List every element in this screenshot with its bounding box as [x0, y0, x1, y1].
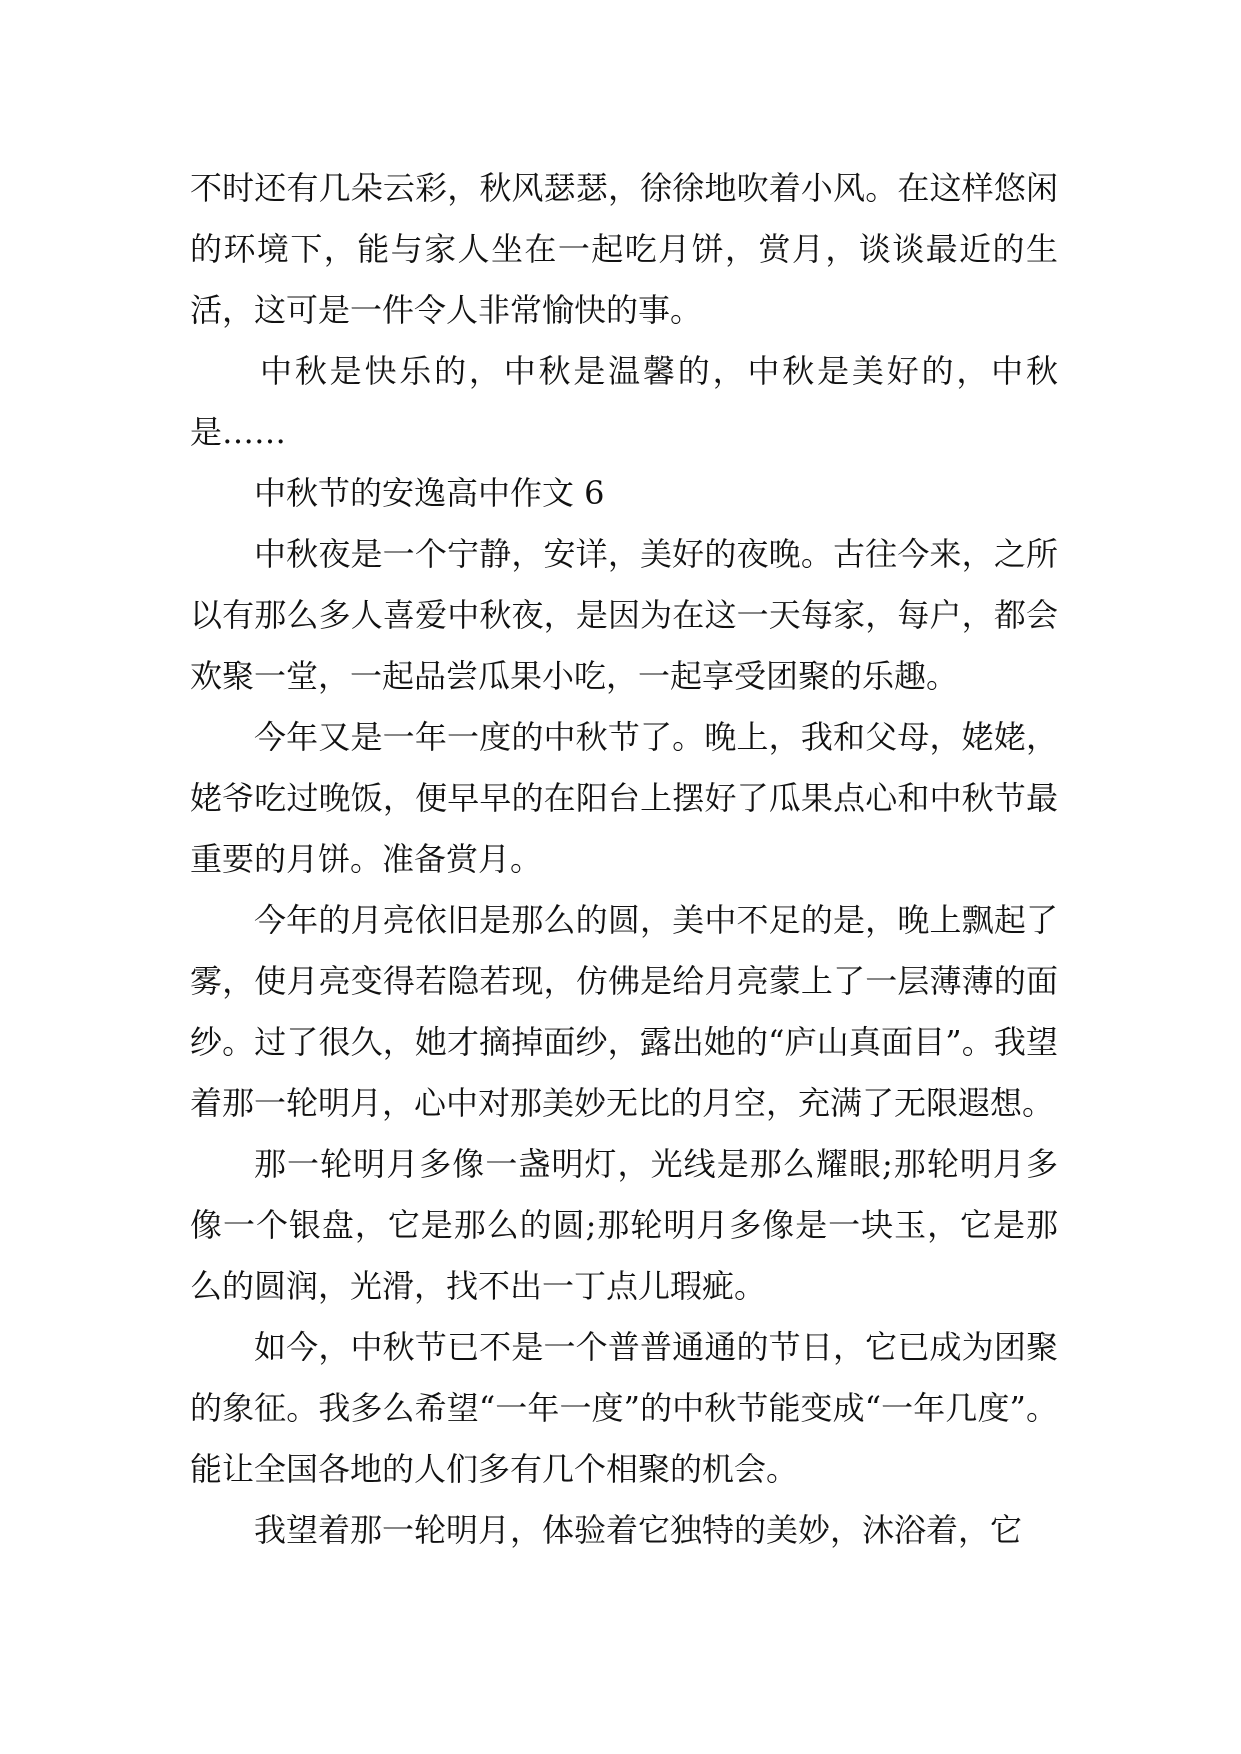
paragraph-3: 中秋夜是一个宁静，安详，美好的夜晚。古往今来，之所以有那么多人喜爱中秋夜，是因为在这一天每家，每户，都会欢聚一堂，一起品尝瓜果小吃，一起享受团聚的乐趣。 [190, 535, 1058, 695]
paragraph-2: 中秋是快乐的，中秋是温馨的，中秋是美好的，中秋是…… [190, 352, 1058, 451]
document-body [190, 158, 1058, 1561]
paragraph-6: 那一轮明月多像一盏明灯，光线是那么耀眼;那轮明月多像一个银盘，它是那么的圆;那轮明月多像是一块玉，它是那么的圆润，光滑，找不出一丁点儿瑕疵。 [190, 1145, 1058, 1305]
paragraph-8: 我望着那一轮明月，体验着它独特的美妙，沐浴着，它 [254, 1511, 1023, 1549]
paragraph-4: 今年又是一年一度的中秋节了。晚上，我和父母，姥姥，姥爷吃过晚饭，便早早的在阳台上摆好了瓜果点心和中秋节最重要的月饼。准备赏月。 [190, 718, 1058, 878]
section-heading: 中秋节的安逸高中作文 6 [254, 474, 605, 512]
paragraph-7: 如今，中秋节已不是一个普普通通的节日，它已成为团聚的象征。我多么希望“一年一度”的中秋节能变成“一年几度”。能让全国各地的人们多有几个相聚的机会。 [190, 1328, 1058, 1488]
paragraph-1: 不时还有几朵云彩，秋风瑟瑟，徐徐地吹着小风。在这样悠闲的环境下，能与家人坐在一起吃月饼，赏月，谈谈最近的生活，这可是一件令人非常愉快的事。 [190, 169, 1058, 329]
paragraph-5: 今年的月亮依旧是那么的圆，美中不足的是，晚上飘起了雾，使月亮变得若隐若现，仿佛是给月亮蒙上了一层薄薄的面纱。过了很久，她才摘掉面纱，露出她的“庐山真面目”。我望着那一轮明月，心中对那美妙无比的月空，充满了无限遐想。 [190, 901, 1058, 1122]
